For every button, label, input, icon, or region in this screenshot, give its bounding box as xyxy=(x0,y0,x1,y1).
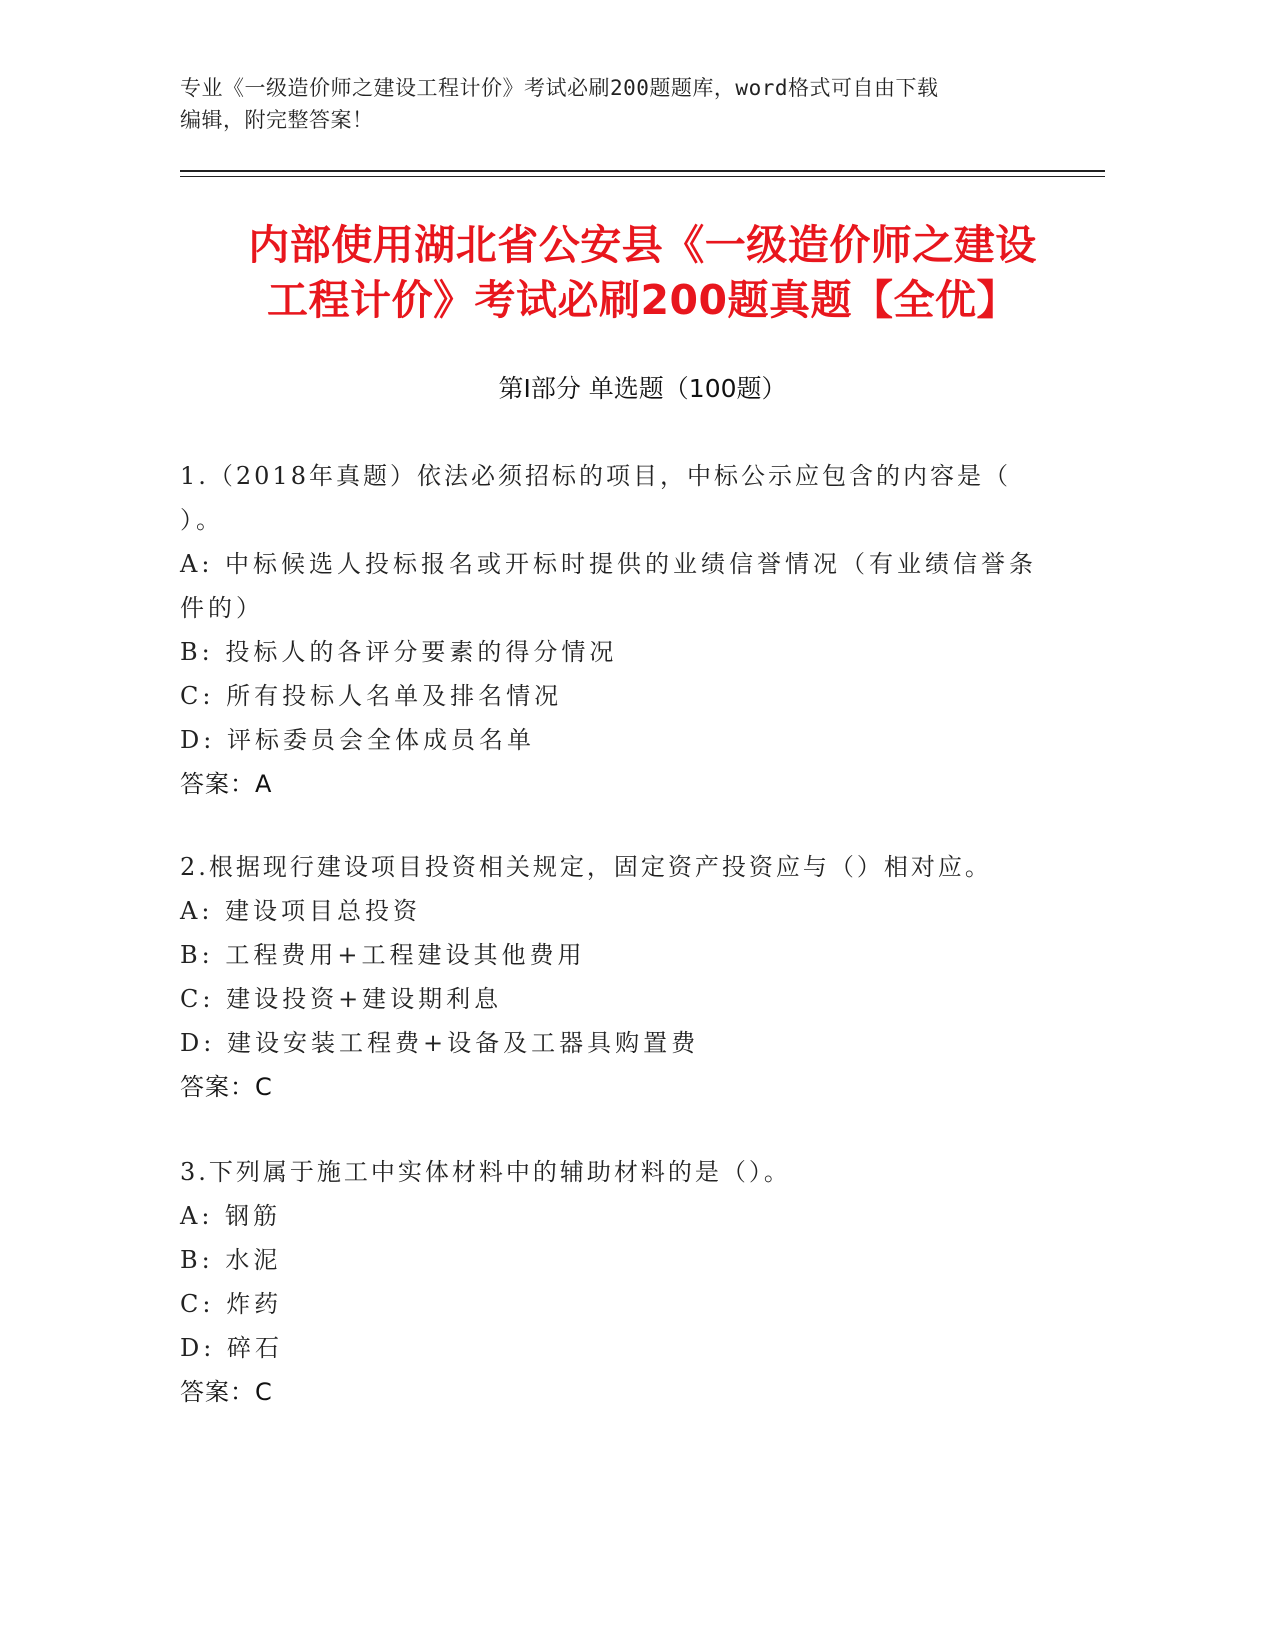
question-3-option-d: D: 碎石 xyxy=(180,1334,283,1362)
question-1-option-a-line-1: A: 中标候选人投标报名或开标时提供的业绩信誉情况（有业绩信誉条 xyxy=(180,550,1038,578)
header-note-line-1: 专业《一级造价师之建设工程计价》考试必刷200题题库，word格式可自由下载 xyxy=(180,76,939,100)
question-2-option-b: B: 工程费用+工程建设其他费用 xyxy=(180,941,586,969)
question-3 xyxy=(180,1150,1105,1414)
question-3-option-c: C: 炸药 xyxy=(180,1290,283,1318)
question-3-option-b: B: 水泥 xyxy=(180,1246,282,1274)
question-1-option-a-line-2: 件的） xyxy=(180,594,264,622)
section-title: 第Ⅰ部分 单选题（100题） xyxy=(498,374,787,403)
question-1-option-d: D: 评标委员会全体成员名单 xyxy=(180,726,535,754)
question-1-answer: 答案：A xyxy=(180,770,273,798)
question-2-option-c: C: 建设投资+建设期利息 xyxy=(180,985,503,1013)
document-title-line-2: 工程计价》考试必刷200题真题【全优】 xyxy=(266,276,1019,324)
header-divider-thin xyxy=(180,176,1105,177)
header-note-line-2: 编辑，附完整答案！ xyxy=(180,108,374,132)
document-title-line-1: 内部使用湖北省公安县《一级造价师之建设 xyxy=(248,221,1037,269)
question-1-option-c: C: 所有投标人名单及排名情况 xyxy=(180,682,563,710)
question-2-answer: 答案：C xyxy=(180,1073,273,1101)
question-2-option-a: A: 建设项目总投资 xyxy=(180,897,422,925)
document-title xyxy=(170,218,1115,328)
question-1 xyxy=(180,454,1105,806)
question-2-stem: 2.根据现行建设项目投资相关规定，固定资产投资应与（）相对应。 xyxy=(180,853,992,881)
question-1-option-b: B: 投标人的各评分要素的得分情况 xyxy=(180,638,618,666)
question-2-option-d: D: 建设安装工程费+设备及工器具购置费 xyxy=(180,1029,700,1057)
header-note xyxy=(180,72,1080,136)
question-3-stem: 3.下列属于施工中实体材料中的辅助材料的是（）。 xyxy=(180,1158,791,1186)
question-2 xyxy=(180,845,1105,1109)
question-3-answer: 答案：C xyxy=(180,1378,273,1406)
question-1-stem-line-1: 1.（2018年真题）依法必须招标的项目，中标公示应包含的内容是（ xyxy=(180,462,1011,490)
question-1-stem-line-2: ）。 xyxy=(180,506,224,534)
header-divider-thick xyxy=(180,170,1105,172)
question-3-option-a: A: 钢筋 xyxy=(180,1202,282,1230)
